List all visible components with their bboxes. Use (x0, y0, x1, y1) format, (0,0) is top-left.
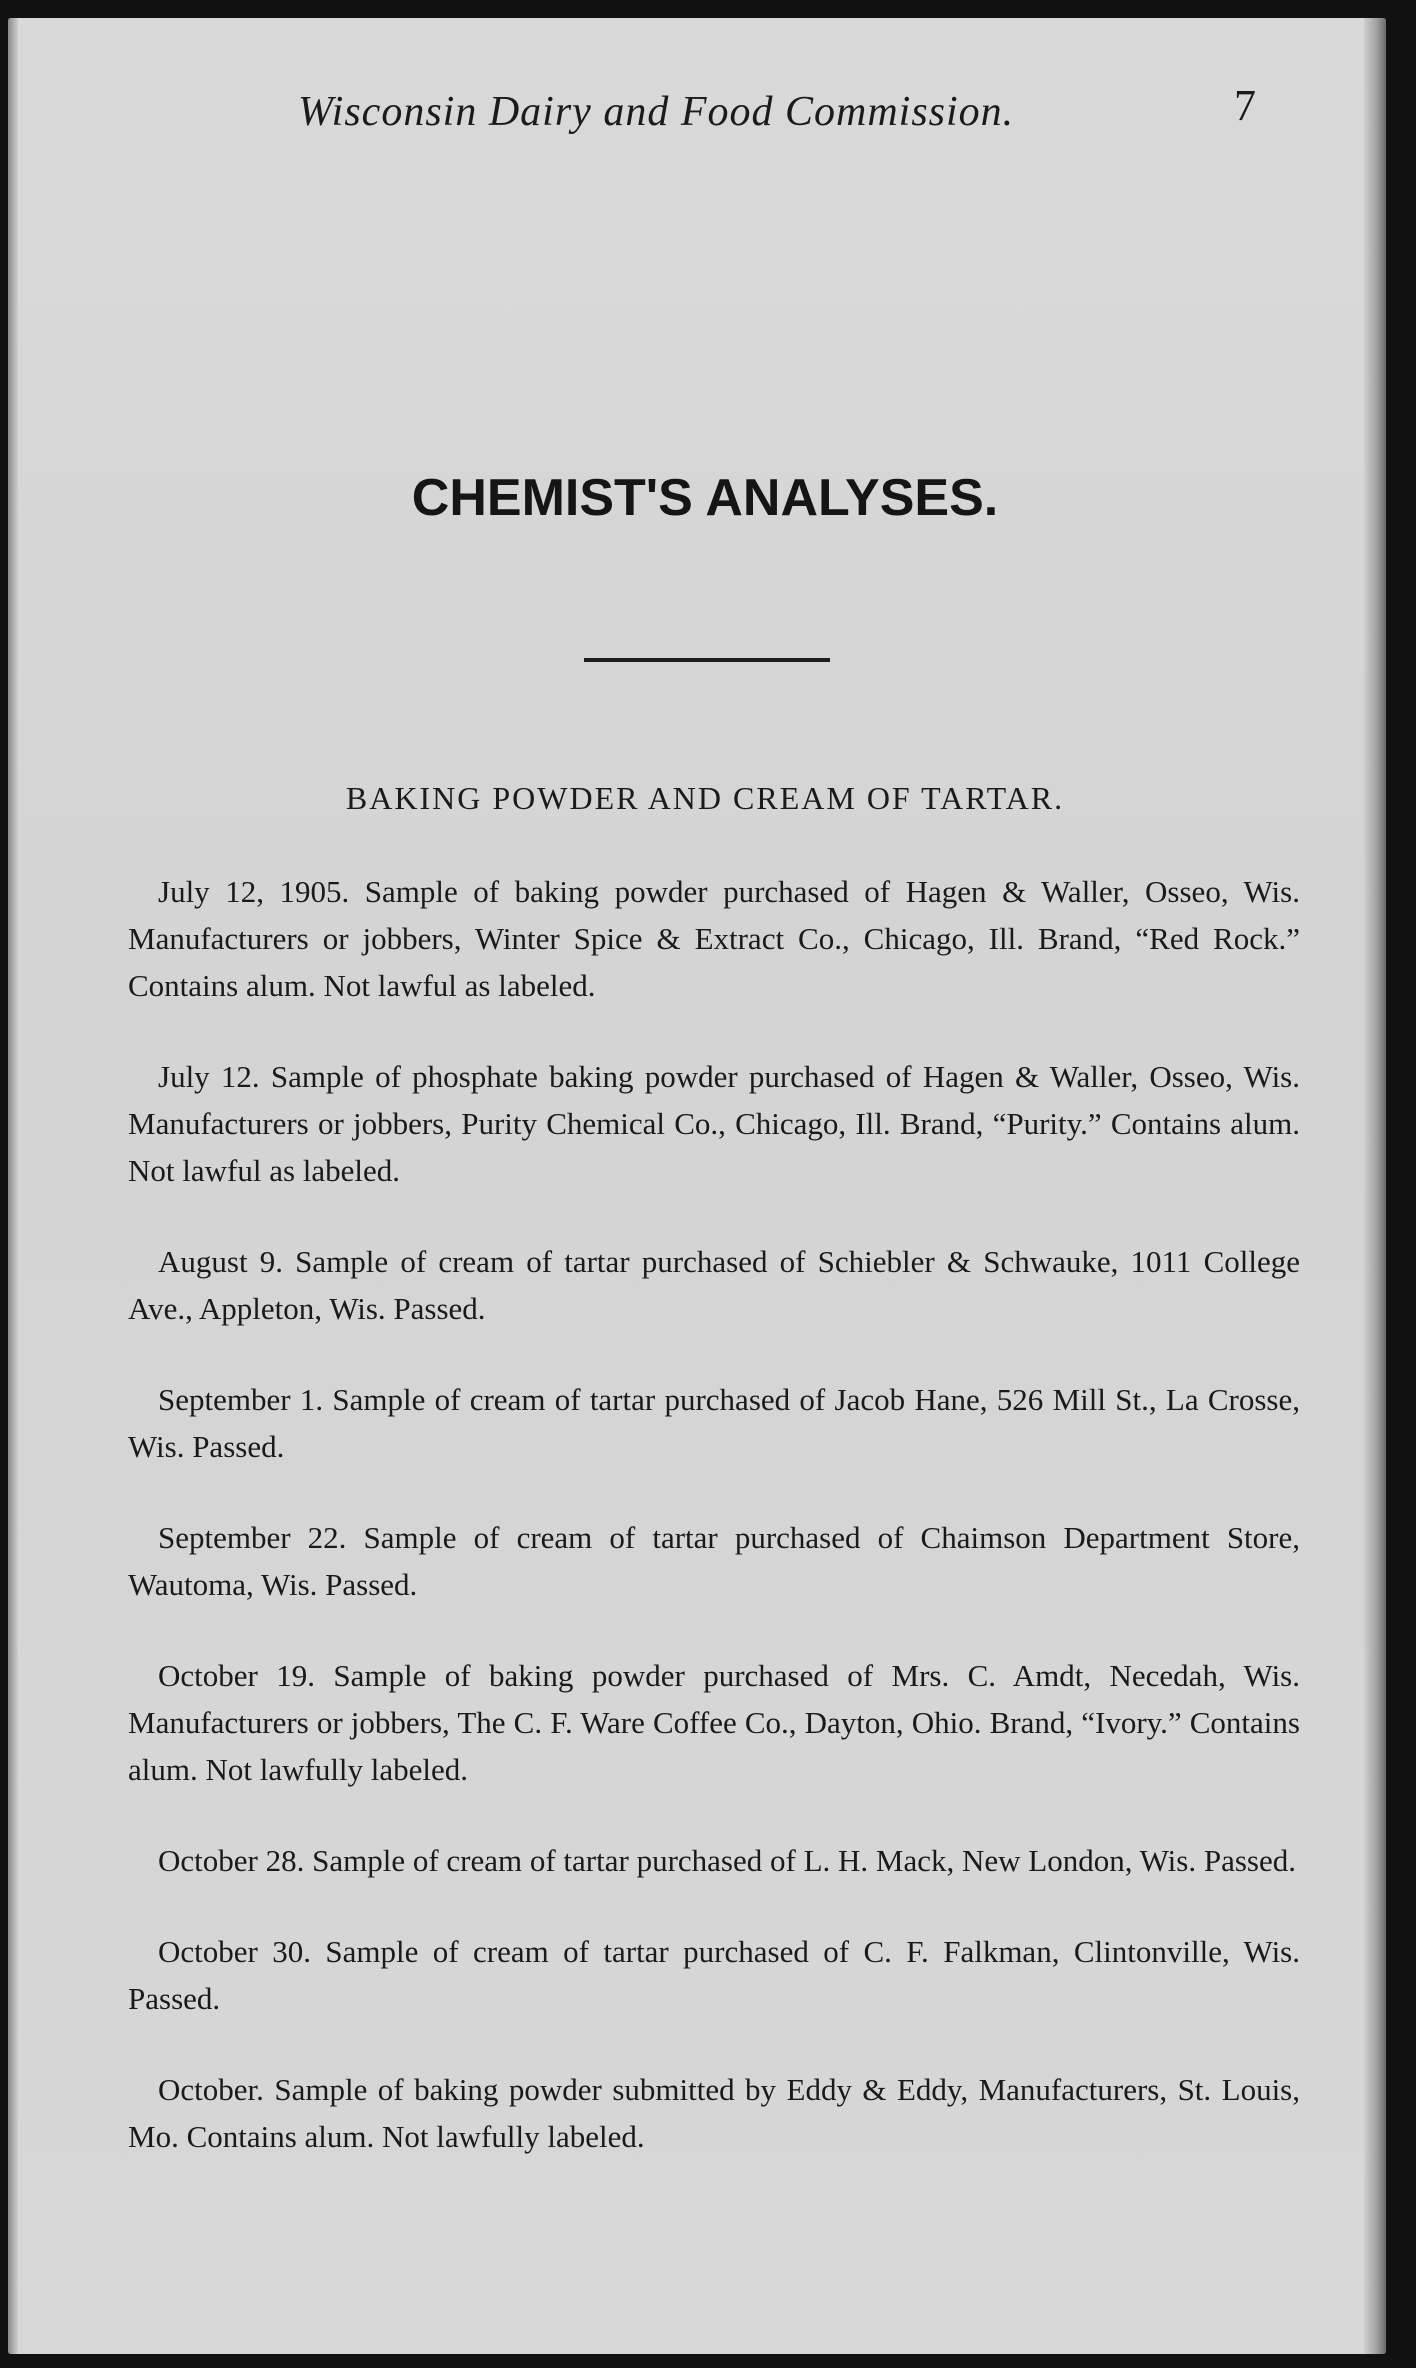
page-title: CHEMIST'S ANALYSES. (411, 469, 999, 527)
analysis-entry (128, 1238, 1300, 1332)
analysis-entry (128, 1837, 1300, 1884)
entry-text: July 12, 1905. Sample of baking powder purchased of Hagen & Waller, Osseo, Wis. Manufacturers or jobbers, Winter Spice & Extract Co., Chicago, Ill. Brand, “Red Rock.” Contains alum. Not lawful as labeled. (128, 874, 1300, 1003)
entry-text: October. Sample of baking powder submitted by Eddy & Eddy, Manufacturers, St. Louis, Mo. Contains alum. Not lawfully labeled. (128, 2072, 1300, 2154)
entry-text: October 19. Sample of baking powder purchased of Mrs. C. Amdt, Necedah, Wis. Manufacturers or jobbers, The C. F. Ware Coffee Co., Dayton, Ohio. Brand, “Ivory.” Contains alum. Not lawfully labeled. (128, 1658, 1300, 1787)
entry-text: September 22. Sample of cream of tartar purchased of Chaimson Department Store, Wautoma, Wis. Passed. (128, 1520, 1300, 1602)
analysis-entry (128, 868, 1300, 1009)
title-divider (584, 658, 830, 662)
analysis-entry (128, 1514, 1300, 1608)
entry-text: October 30. Sample of cream of tartar purchased of C. F. Falkman, Clintonville, Wis. Passed. (128, 1934, 1300, 2016)
analysis-entry (128, 1652, 1300, 1793)
page-spine (8, 18, 18, 2354)
analysis-entry (128, 1928, 1300, 2022)
book-page (8, 18, 1386, 2354)
analysis-entry (128, 1376, 1300, 1470)
running-header: Wisconsin Dairy and Food Commission. (298, 89, 1015, 135)
entry-text: July 12. Sample of phosphate baking powder purchased of Hagen & Waller, Osseo, Wis. Manufacturers or jobbers, Purity Chemical Co., Chicago, Ill. Brand, “Purity.” Contains alum. Not lawful as labeled. (128, 1059, 1300, 1188)
entry-text: September 1. Sample of cream of tartar purchased of Jacob Hane, 526 Mill St., La Crosse, Wis. Passed. (128, 1382, 1300, 1464)
analysis-entry (128, 2066, 1300, 2160)
section-heading: BAKING POWDER AND CREAM OF TARTAR. (345, 780, 1065, 816)
analysis-entries (128, 868, 1300, 2204)
entry-text: October 28. Sample of cream of tartar purchased of L. H. Mack, New London, Wis. Passed. (158, 1843, 1296, 1878)
analysis-entry (128, 1053, 1300, 1194)
page-number: 7 (1234, 81, 1256, 130)
page-edge (1364, 18, 1386, 2354)
entry-text: August 9. Sample of cream of tartar purchased of Schiebler & Schwauke, 1011 College Ave., Appleton, Wis. Passed. (128, 1244, 1300, 1326)
